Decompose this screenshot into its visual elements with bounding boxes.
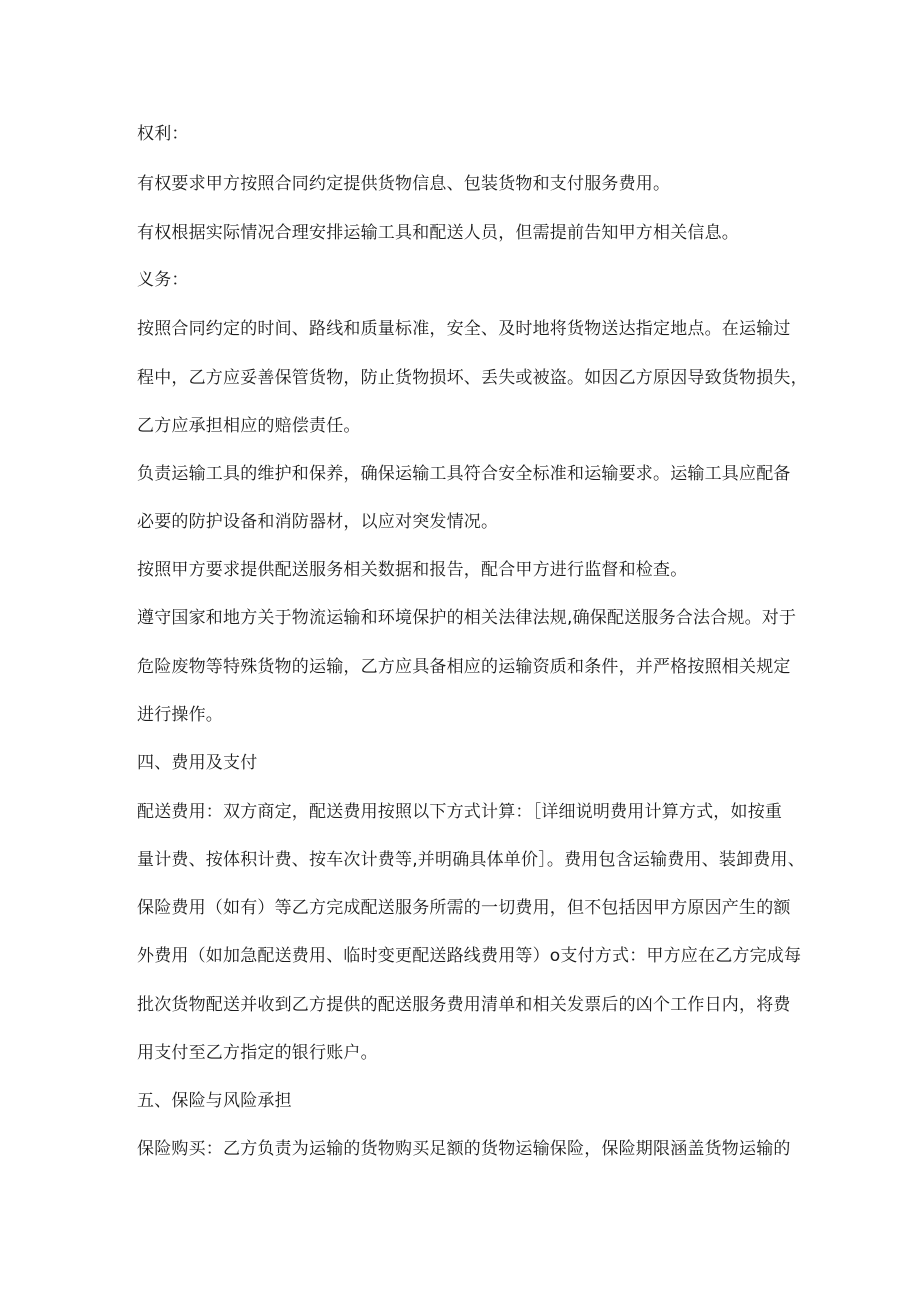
paragraph-line: 乙方应承担相应的赔偿责任。 xyxy=(137,416,361,436)
paragraph-line: 用支付至乙方指定的银行账户。 xyxy=(137,1043,378,1063)
paragraph-line: 负责运输工具的维护和保养，确保运输工具符合安全标准和运输要求。运输工具应配备 xyxy=(137,464,791,484)
paragraph-line: 配送费用：双方商定，配送费用按照以下方式计算：［详细说明费用计算方式，如按重 xyxy=(137,802,783,822)
paragraph-line: 按照合同约定的时间、路线和质量标准，安全、及时地将货物送达指定地点。在运输过 xyxy=(137,319,791,339)
paragraph-line: 危险废物等特殊货物的运输，乙方应具备相应的运输资质和条件，并严格按照相关规定 xyxy=(137,657,791,677)
paragraph-line: 进行操作。 xyxy=(137,705,223,725)
section-heading-fees: 四、费用及支付 xyxy=(137,753,258,773)
paragraph-line: 有权要求甲方按照合同约定提供货物信息、包装货物和支付服务费用。 xyxy=(137,174,671,194)
paragraph-line: 按照甲方要求提供配送服务相关数据和报告，配合甲方进行监督和检查。 xyxy=(137,560,688,580)
paragraph-line: 保险购买：乙方负责为运输的货物购买足额的货物运输保险，保险期限涵盖货物运输的 xyxy=(137,1139,791,1159)
paragraph-line: 量计费、按体积计费、按车次计费等,并明确具体单价］。费用包含运输费用、装卸费用、 xyxy=(137,850,805,870)
paragraph-line: 有权根据实际情况合理安排运输工具和配送人员，但需提前告知甲方相关信息。 xyxy=(137,223,739,243)
section-heading-insurance: 五、保险与风险承担 xyxy=(137,1091,292,1111)
paragraph-line: 批次货物配送并收到乙方提供的配送服务费用清单和相关发票后的凶个工作日内，将费 xyxy=(137,995,791,1015)
paragraph-line: 保险费用（如有）等乙方完成配送服务所需的一切费用，但不包括因甲方原因产生的额 xyxy=(137,898,791,918)
section-heading-rights: 权利： xyxy=(137,124,189,144)
paragraph-line: 遵守国家和地方关于物流运输和环境保护的相关法律法规,确保配送服务合法合规。对于 xyxy=(137,608,797,628)
paragraph-line: 外费用（如加急配送费用、临时变更配送路线费用等）o支付方式：甲方应在乙方完成每 xyxy=(137,946,802,966)
paragraph-line: 程中，乙方应妥善保管货物，防止货物损坏、丢失或被盗。如因乙方原因导致货物损失， xyxy=(137,368,808,388)
paragraph-line: 必要的防护设备和消防器材，以应对突发情况。 xyxy=(137,512,499,532)
section-heading-obligations: 义务： xyxy=(137,270,189,290)
